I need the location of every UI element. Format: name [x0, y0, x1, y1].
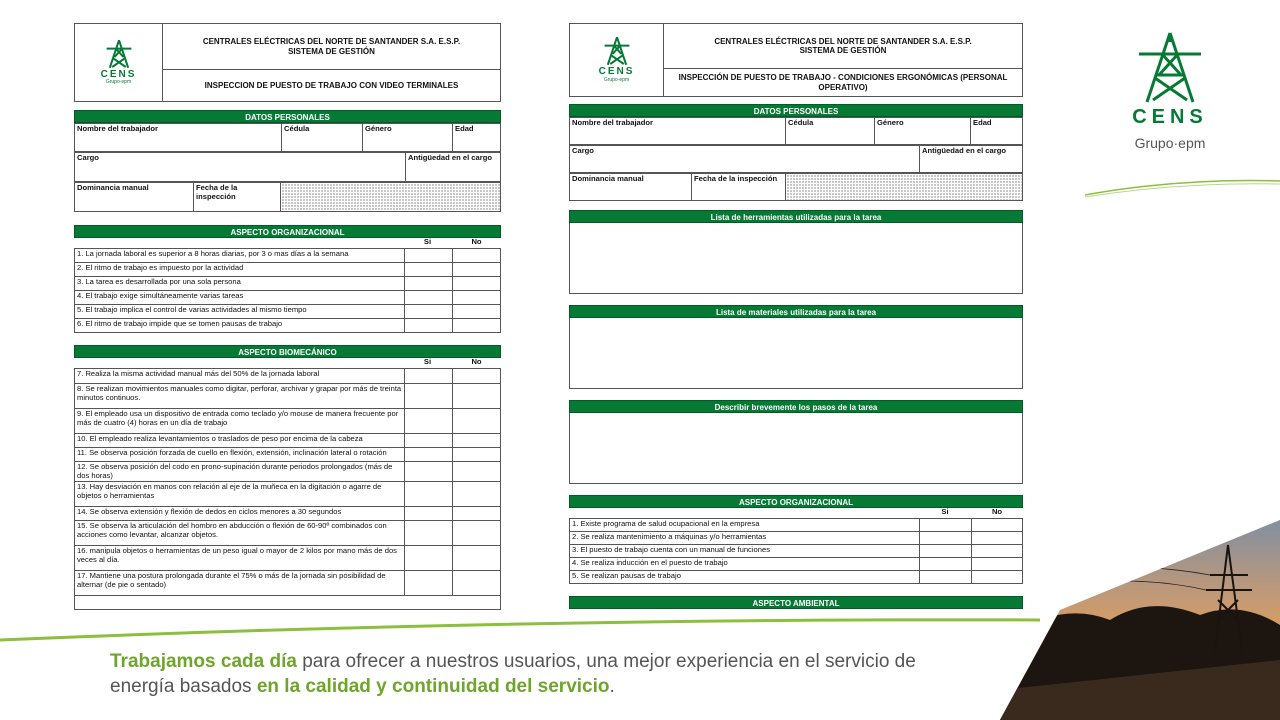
checklist-no-cell[interactable] — [453, 409, 501, 434]
checklist-no-cell[interactable] — [453, 369, 501, 384]
checklist-no-cell[interactable] — [971, 532, 1023, 545]
checklist-si-cell[interactable] — [405, 277, 453, 291]
checklist-si-cell[interactable] — [920, 519, 972, 532]
checklist-no-cell[interactable] — [453, 291, 501, 305]
left-date-value[interactable] — [281, 183, 501, 212]
cens-wordmark: CENS — [1132, 106, 1208, 128]
checklist-row — [75, 409, 501, 434]
checklist-item-text: 14. Se observa extensión y flexión de dedos en ciclos menores a 30 segundos — [75, 507, 405, 521]
checklist-item-text: 11. Se observa posición forzada de cuello en flexión, extensión, inclinación lateral o rotación — [75, 448, 405, 462]
left-form-header — [74, 23, 501, 102]
right-field-dominance[interactable]: Dominancia manual — [570, 174, 692, 201]
checklist-item-text: 8. Se realizan movimientos manuales como digitar, perforar, archivar y grapar por más de treinta minutos continuos. — [75, 384, 405, 409]
checklist-row — [75, 305, 501, 319]
checklist-no-cell[interactable] — [453, 249, 501, 263]
group-epm-wordmark: Grupo·epm — [1134, 135, 1206, 151]
right-env-header: ASPECTO AMBIENTAL — [569, 596, 1023, 609]
checklist-item-text: 3. La tarea es desarrollada por una sola persona — [75, 277, 405, 291]
checklist-item-text: 2. Se realiza mantenimiento a máquinas y/o herramientas — [570, 532, 920, 545]
right-field-date[interactable]: Fecha de la inspección — [692, 174, 786, 201]
checklist-si-cell[interactable] — [405, 384, 453, 409]
checklist-item-text: 5. Se realizan pausas de trabajo — [570, 571, 920, 584]
checklist-si-cell[interactable] — [405, 369, 453, 384]
checklist-item-text: 5. El trabajo implica el control de varias actividades al mismo tiempo — [75, 305, 405, 319]
right-field-name[interactable]: Nombre del trabajador — [570, 118, 786, 145]
right-company-name: CENTRALES ELÉCTRICAS DEL NORTE DE SANTANDER S.A. E.S.P. SISTEMA DE GESTIÓN — [664, 24, 1023, 69]
checklist-item-text: 6. El ritmo de trabajo impide que se tomen pausas de trabajo — [75, 319, 405, 333]
left-field-id[interactable]: Cédula — [282, 124, 363, 152]
checklist-si-cell[interactable] — [920, 558, 972, 571]
checklist-no-cell[interactable] — [971, 571, 1023, 584]
footer-slogan: Trabajamos cada día para ofrecer a nuestros usuarios, una mejor experiencia en el servicio de energía basados en la calidad y continuidad del servicio. — [110, 651, 916, 697]
checklist-no-cell[interactable] — [453, 434, 501, 448]
left-field-dominance[interactable]: Dominancia manual — [75, 183, 194, 212]
checklist-item-text: 9. El empleado usa un dispositivo de entrada como teclado y/o mouse de manera frecuente por más de cuatro (4) horas en un día de trabajo — [75, 409, 405, 434]
checklist-row — [75, 263, 501, 277]
right-org-header: ASPECTO ORGANIZACIONAL — [569, 495, 1023, 508]
checklist-row — [570, 558, 1023, 571]
checklist-no-cell[interactable] — [453, 319, 501, 333]
checklist-no-cell[interactable] — [453, 521, 501, 546]
left-field-seniority[interactable]: Antigüedad en el cargo — [406, 153, 501, 182]
checklist-row — [75, 319, 501, 333]
right-steps-area[interactable] — [569, 413, 1023, 484]
checklist-item-text: 1. Existe programa de salud ocupacional en la empresa — [570, 519, 920, 532]
left-inspection-form: CENS Grupo·epm CENTRALES ELÉCTRICAS DEL NORTE DE SANTANDER S.A. E.S.P. SISTEMA DE GESTIÓN INSPECCION DE PUESTO DE TRABAJO CON VIDEO TERMINALES DATOS PERSONALES Nombre del trabajador Cédula Género Edad Cargo Antigüedad en el cargo Dominancia manual Fecha de la inspección ASPECTO ORGANIZACIONAL Si No 1. La jornada laboral es superior a 8 horas diarias, por 3 o mas días a la semana 2. El ritmo de trabajo es impuesto por la actividad 3. La tarea es desarrollada por una sola persona 4. El trabajo exige simultáneamente varias tareas 5. El trabajo implica el control de varias actividades al mismo tiempo 6. El ritmo de trabajo impide que se tomen pausas de trabajo ASPECTO BIOMECÁNICO Si No 7. Realiza la misma actividad manual más del 50% de la jornada laboral 8. Se realizan movimientos manuales como digitar, perforar, archivar y grapar por más de treinta minutos continuos. 9. El empleado usa un dispositivo de entrada como teclado y/o mouse de manera frecuente por más de cuatro (4) horas en un día de trabajo 10. El empleado realiza levantamientos o traslados de peso por encima de la cabeza 11. Se observa posición forzada de cuello en flexión, extensión, inclinación lateral o rotación 12. Se observa posición del codo en prono-supinación durante periodos prolongados (más de dos horas) 13. Hay desviación en manos con relación al eje de la muñeca en la digitación o agarre de objetos o herramientas 14. Se observa extensión y flexión de dedos en ciclos menores a 30 segundos 15. Se observa la articulación del hombro en abducción o flexión de 60-90º combinados con acciones como levantar, alcanzar objetos. 16. manipula objetos o herramientas de un peso igual o mayor de 2 kilos por mano más de dos veces al día. 17. Mantiene una postura prolongada durante el 75% o más de la jornada sin posibilidad de alternar (de pie o sentado) — [74, 23, 501, 610]
checklist-no-cell[interactable] — [453, 482, 501, 507]
right-field-seniority[interactable]: Antigüedad en el cargo — [920, 146, 1023, 173]
checklist-si-cell[interactable] — [405, 462, 453, 482]
right-inspection-form: CENS Grupo·epm CENTRALES ELÉCTRICAS DEL NORTE DE SANTANDER S.A. E.S.P. SISTEMA DE GESTIÓN INSPECCIÓN DE PUESTO DE TRABAJO - CONDICIONES ERGONÓMICAS (PERSONAL OPERATIVO) DATOS PERSONALES Nombre del trabajador Cédula Género Edad Cargo Antigüedad en el cargo Dominancia manual Fecha de la inspección Lista de herramientas utilizadas para la tarea Lista de materiales utilizadas para la tarea Describir brevemente los pasos de la tarea ASPECTO ORGANIZACIONAL Si No 1. Existe programa de salud ocupacional en la empresa 2. Se realiza mantenimiento a máquinas y/o herramientas 3. El puesto de trabajo cuenta con un manual de funciones 4. Se realiza inducción en el puesto de trabajo 5. Se realizan pausas de trabajo ASPECTO AMBIENTAL — [569, 23, 1023, 609]
checklist-row — [570, 545, 1023, 558]
checklist-no-cell[interactable] — [453, 546, 501, 571]
checklist-item-text: 4. El trabajo exige simultáneamente varias tareas — [75, 291, 405, 305]
checklist-no-cell[interactable] — [453, 462, 501, 482]
right-field-gender[interactable]: Género — [875, 118, 971, 145]
left-field-name[interactable]: Nombre del trabajador — [75, 124, 282, 152]
checklist-no-cell[interactable] — [453, 384, 501, 409]
tower-icon — [603, 36, 631, 66]
right-materials-area[interactable] — [569, 318, 1023, 389]
right-field-id[interactable]: Cédula — [786, 118, 875, 145]
checklist-row — [75, 546, 501, 571]
checklist-no-cell[interactable] — [453, 263, 501, 277]
cens-logo — [1110, 30, 1230, 155]
right-materials-header: Lista de materiales utilizadas para la tarea — [569, 305, 1023, 318]
checklist-row — [75, 448, 501, 462]
checklist-si-cell[interactable] — [405, 571, 453, 596]
checklist-si-cell[interactable] — [405, 291, 453, 305]
checklist-no-cell[interactable] — [453, 305, 501, 319]
checklist-row — [75, 249, 501, 263]
checklist-si-cell[interactable] — [405, 434, 453, 448]
right-tools-header: Lista de herramientas utilizadas para la tarea — [569, 210, 1023, 223]
checklist-no-cell[interactable] — [453, 571, 501, 596]
left-field-position[interactable]: Cargo — [75, 153, 406, 182]
checklist-si-cell[interactable] — [405, 546, 453, 571]
left-field-gender[interactable]: Género — [363, 124, 453, 152]
left-personal-header: DATOS PERSONALES — [74, 110, 501, 123]
checklist-item-text: 3. El puesto de trabajo cuenta con un manual de funciones — [570, 545, 920, 558]
right-personal-header: DATOS PERSONALES — [569, 104, 1023, 117]
checklist-no-cell[interactable] — [453, 448, 501, 462]
right-steps-header: Describir brevemente los pasos de la tarea — [569, 400, 1023, 413]
checklist-row — [75, 571, 501, 596]
right-date-value[interactable] — [786, 174, 1023, 201]
checklist-row — [75, 384, 501, 409]
checklist-row — [75, 277, 501, 291]
checklist-row — [75, 291, 501, 305]
checklist-row — [75, 507, 501, 521]
checklist-si-cell[interactable] — [405, 507, 453, 521]
checklist-si-cell[interactable] — [405, 263, 453, 277]
right-field-age[interactable]: Edad — [971, 118, 1023, 145]
left-org-table — [74, 248, 501, 333]
tower-icon — [105, 39, 133, 69]
left-bio-table — [74, 368, 501, 596]
checklist-row — [75, 462, 501, 482]
left-org-header: ASPECTO ORGANIZACIONAL — [74, 225, 501, 238]
right-header-logo: CENS Grupo·epm — [570, 24, 664, 97]
checklist-item-text: 13. Hay desviación en manos con relación al eje de la muñeca en la digitación o agarre de objetos o herramientas — [75, 482, 405, 507]
checklist-item-text: 1. La jornada laboral es superior a 8 horas diarias, por 3 o mas días a la semana — [75, 249, 405, 263]
checklist-row — [75, 369, 501, 384]
checklist-row — [570, 532, 1023, 545]
left-form-title: INSPECCION DE PUESTO DE TRABAJO CON VIDEO TERMINALES — [163, 70, 501, 102]
left-personal-table — [74, 123, 501, 152]
right-field-position[interactable]: Cargo — [570, 146, 920, 173]
checklist-item-text: 10. El empleado realiza levantamientos o traslados de peso por encima de la cabeza — [75, 434, 405, 448]
left-bio-header: ASPECTO BIOMECÁNICO — [74, 345, 501, 358]
right-org-table — [569, 518, 1023, 584]
checklist-item-text: 12. Se observa posición del codo en prono-supinación durante periodos prolongados (más de dos horas) — [75, 462, 405, 482]
right-form-header — [569, 23, 1023, 97]
checklist-si-cell[interactable] — [405, 482, 453, 507]
checklist-si-cell[interactable] — [920, 532, 972, 545]
checklist-si-cell[interactable] — [920, 571, 972, 584]
checklist-item-text: 17. Mantiene una postura prolongada durante el 75% o más de la jornada sin posibilidad de alternar (de pie o sentado) — [75, 571, 405, 596]
checklist-row — [570, 519, 1023, 532]
checklist-item-text: 15. Se observa la articulación del hombro en abducción o flexión de 60-90º combinados con acciones como levantar, alcanzar objetos. — [75, 521, 405, 546]
checklist-item-text: 7. Realiza la misma actividad manual más del 50% de la jornada laboral — [75, 369, 405, 384]
checklist-item-text: 4. Se realiza inducción en el puesto de trabajo — [570, 558, 920, 571]
tower-icon — [1135, 30, 1205, 105]
checklist-no-cell[interactable] — [453, 507, 501, 521]
checklist-row — [75, 521, 501, 546]
left-field-date[interactable]: Fecha de la inspección — [194, 183, 281, 212]
checklist-item-text: 16. manipula objetos o herramientas de un peso igual o mayor de 2 kilos por mano más de dos veces al día. — [75, 546, 405, 571]
checklist-si-cell[interactable] — [405, 448, 453, 462]
checklist-si-cell[interactable] — [405, 249, 453, 263]
checklist-row — [75, 482, 501, 507]
right-form-title: INSPECCIÓN DE PUESTO DE TRABAJO - CONDICIONES ERGONÓMICAS (PERSONAL OPERATIVO) — [664, 69, 1023, 97]
checklist-no-cell[interactable] — [971, 545, 1023, 558]
right-tools-area[interactable] — [569, 223, 1023, 294]
checklist-no-cell[interactable] — [453, 277, 501, 291]
left-company-name: CENTRALES ELÉCTRICAS DEL NORTE DE SANTANDER S.A. E.S.P. SISTEMA DE GESTIÓN — [163, 24, 501, 70]
checklist-no-cell[interactable] — [971, 558, 1023, 571]
checklist-no-cell[interactable] — [971, 519, 1023, 532]
checklist-row — [570, 571, 1023, 584]
checklist-si-cell[interactable] — [920, 545, 972, 558]
checklist-si-cell[interactable] — [405, 305, 453, 319]
left-header-logo: CENS Grupo·epm — [75, 24, 163, 102]
checklist-si-cell[interactable] — [405, 319, 453, 333]
checklist-si-cell[interactable] — [405, 409, 453, 434]
checklist-si-cell[interactable] — [405, 521, 453, 546]
checklist-item-text: 2. El ritmo de trabajo es impuesto por la actividad — [75, 263, 405, 277]
left-field-age[interactable]: Edad — [453, 124, 501, 152]
checklist-row — [75, 434, 501, 448]
